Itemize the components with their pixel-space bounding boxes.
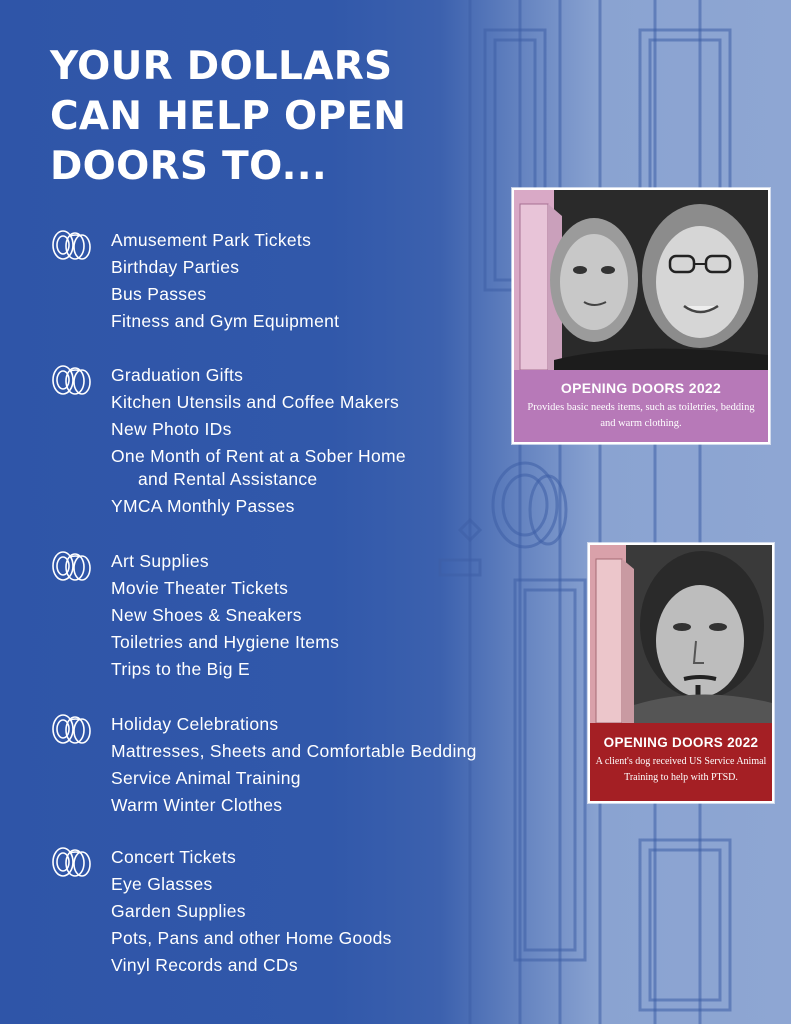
list-item: Garden Supplies (111, 901, 246, 921)
doorknob-icon (48, 711, 96, 747)
list-item: Amusement Park Tickets (111, 230, 312, 250)
list-item: Toiletries and Hygiene Items (111, 632, 340, 652)
list-item: Movie Theater Tickets (111, 578, 289, 598)
card-caption (514, 370, 768, 442)
list-item: Kitchen Utensils and Coffee Makers (111, 392, 400, 412)
item-list (111, 362, 471, 520)
list-item: Pots, Pans and other Home Goods (111, 928, 392, 948)
list-item: New Shoes & Sneakers (111, 605, 302, 625)
card-title: OPENING DOORS 2022 (603, 735, 759, 750)
list-item: Graduation Gifts (111, 365, 244, 385)
opening-doors-card-2 (588, 543, 774, 803)
title-line-3: DOORS TO... (50, 144, 328, 189)
item-list (111, 548, 339, 683)
card-description-line-1: Provides basic needs items, such as toiletries, bedding (527, 402, 755, 413)
card-title: OPENING DOORS 2022 (560, 380, 722, 396)
list-item: Holiday Celebrations (111, 714, 279, 734)
list-item-line-2: and Rental Assistance (138, 469, 318, 489)
doorknob-icon (48, 844, 96, 880)
list-item: Mattresses, Sheets and Comfortable Bedding (111, 741, 477, 761)
list-item: Concert Tickets (111, 847, 237, 867)
item-list (111, 844, 392, 979)
card-description-line-2: and warm clothing. (600, 418, 682, 429)
title-line-2: CAN HELP OPEN (50, 94, 407, 139)
list-item: Eye Glasses (111, 874, 213, 894)
title-line-1: YOUR DOLLARS (50, 44, 393, 89)
list-item: Bus Passes (111, 284, 207, 304)
page-title (50, 42, 406, 192)
card-description-line-1: A client's dog received US Service Animal (595, 756, 767, 767)
doorknob-icon (48, 227, 96, 263)
item-list (111, 711, 477, 819)
artwork-two-women-portrait (514, 190, 768, 370)
list-item: Service Animal Training (111, 768, 301, 788)
list-item: Vinyl Records and CDs (111, 955, 298, 975)
item-list (111, 227, 339, 335)
list-item: Fitness and Gym Equipment (111, 311, 340, 331)
card-caption (590, 723, 772, 801)
list-item: Art Supplies (111, 551, 209, 571)
list-item-line-1: One Month of Rent at a Sober Home (111, 446, 406, 466)
list-item: Birthday Parties (111, 257, 240, 277)
card-description (514, 400, 768, 432)
doorknob-icon (48, 548, 96, 584)
artwork-man-portrait (590, 545, 772, 723)
card-description (590, 754, 772, 786)
list-item: YMCA Monthly Passes (111, 496, 295, 516)
doorknob-icon (48, 362, 96, 398)
list-item: Warm Winter Clothes (111, 795, 283, 815)
list-item: New Photo IDs (111, 419, 232, 439)
card-description-line-2: Training to help with PTSD. (624, 772, 738, 783)
list-item (111, 443, 471, 493)
list-item: Trips to the Big E (111, 659, 250, 679)
opening-doors-card-1 (512, 188, 770, 444)
